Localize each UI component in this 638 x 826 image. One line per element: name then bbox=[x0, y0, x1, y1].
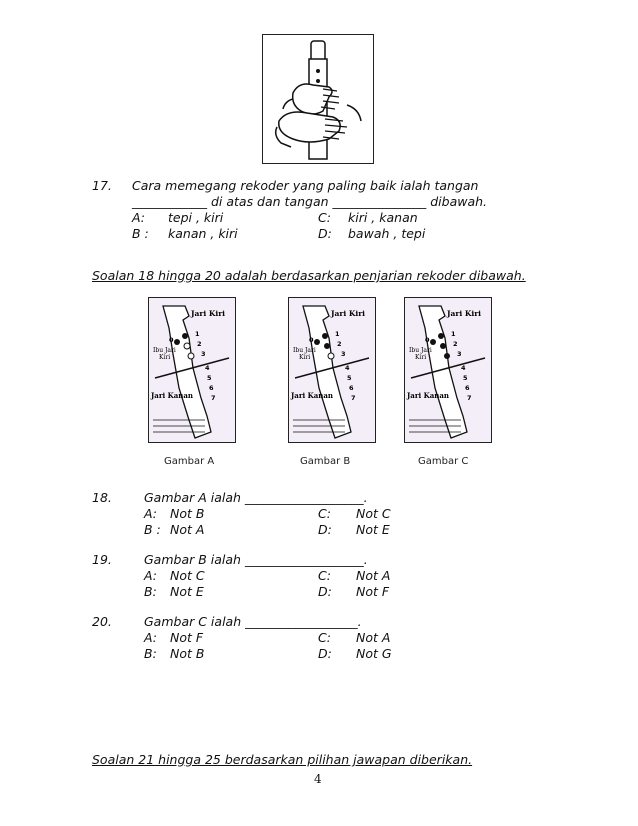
hole-3 bbox=[328, 353, 334, 359]
q20-option-key-b: B: bbox=[144, 646, 157, 661]
q20-option-text-b: Not B bbox=[170, 646, 205, 661]
q20-option-text-d: Not G bbox=[356, 646, 392, 661]
hole-2 bbox=[324, 343, 330, 349]
q18-option-key-b: B : bbox=[144, 522, 161, 537]
q19-option-text-d: Not F bbox=[356, 584, 390, 599]
label-jari-kanan: Jari Kanan bbox=[151, 391, 193, 400]
hole-0 bbox=[314, 339, 320, 345]
question-20-number: 20. bbox=[92, 614, 112, 629]
hole-0 bbox=[430, 339, 436, 345]
question-18-stem: Gambar A ialah ___________________. bbox=[144, 490, 368, 505]
q18-option-text-d: Not E bbox=[356, 522, 390, 537]
question-18-number: 18. bbox=[92, 490, 112, 505]
label-ibu-jari-line-2: Kiri bbox=[415, 354, 427, 361]
label-ibu-jari-line-1: Ibu Jari bbox=[293, 347, 316, 354]
q19-option-key-b: B: bbox=[144, 584, 157, 599]
hole-0 bbox=[174, 339, 180, 345]
question-20-stem: Gambar C ialah __________________. bbox=[144, 614, 362, 629]
question-17-line-2: ____________ di atas dan tangan _______________ dibawah. bbox=[132, 194, 488, 209]
label-ibu-jari-line-2: Kiri bbox=[299, 354, 311, 361]
page-number: 4 bbox=[314, 772, 322, 786]
hole-number-7: 7 bbox=[211, 394, 216, 402]
q17-option-key-a: A: bbox=[132, 210, 145, 225]
q17-option-key-c: C: bbox=[318, 210, 331, 225]
hole-number-5: 5 bbox=[463, 374, 468, 382]
hole-number-2: 2 bbox=[197, 340, 202, 348]
section-heading-21-25: Soalan 21 hingga 25 berdasarkan pilihan jawapan diberikan. bbox=[92, 752, 473, 767]
fingering-diagram-a bbox=[148, 297, 236, 443]
q19-option-key-d: D: bbox=[318, 584, 332, 599]
label-ibu-jari-line-2: Kiri bbox=[159, 354, 171, 361]
hole-number-0: 0 bbox=[169, 336, 174, 344]
question-17-number: 17. bbox=[92, 178, 112, 193]
section-heading-18-20: Soalan 18 hingga 20 adalah berdasarkan penjarian rekoder dibawah. bbox=[92, 268, 526, 283]
hole-number-3: 3 bbox=[341, 350, 346, 358]
q17-option-text-d: bawah , tepi bbox=[348, 226, 426, 241]
recorder-hands-illustration bbox=[262, 34, 374, 164]
caption-gambar-a: Gambar A bbox=[164, 456, 215, 467]
hole-1 bbox=[438, 333, 444, 339]
hole-number-2: 2 bbox=[337, 340, 342, 348]
hole-2 bbox=[184, 343, 190, 349]
label-jari-kiri: Jari Kiri bbox=[331, 309, 365, 318]
q20-option-text-c: Not A bbox=[356, 630, 391, 645]
q20-option-text-a: Not F bbox=[170, 630, 204, 645]
q18-option-key-d: D: bbox=[318, 522, 332, 537]
q19-option-text-c: Not A bbox=[356, 568, 391, 583]
hole-1 bbox=[322, 333, 328, 339]
hole-number-5: 5 bbox=[347, 374, 352, 382]
caption-gambar-c: Gambar C bbox=[418, 456, 469, 467]
question-17-line-1: Cara memegang rekoder yang paling baik ialah tangan bbox=[132, 178, 479, 193]
q19-option-key-c: C: bbox=[318, 568, 331, 583]
hole-number-3: 3 bbox=[201, 350, 206, 358]
q17-option-text-b: kanan , kiri bbox=[168, 226, 238, 241]
hole-1 bbox=[182, 333, 188, 339]
hole-number-0: 0 bbox=[309, 336, 314, 344]
q18-option-text-b: Not A bbox=[170, 522, 205, 537]
label-ibu-jari-line-1: Ibu Jari bbox=[153, 347, 176, 354]
hole-number-6: 6 bbox=[349, 384, 354, 392]
label-jari-kanan: Jari Kanan bbox=[291, 391, 333, 400]
question-19-number: 19. bbox=[92, 552, 112, 567]
hole-number-3: 3 bbox=[457, 350, 462, 358]
hole-number-1: 1 bbox=[195, 330, 200, 338]
hole-number-6: 6 bbox=[209, 384, 214, 392]
q20-option-key-c: C: bbox=[318, 630, 331, 645]
hole-number-4: 4 bbox=[461, 364, 466, 372]
hole-number-4: 4 bbox=[345, 364, 350, 372]
fingering-diagram-b bbox=[288, 297, 376, 443]
q19-option-key-a: A: bbox=[144, 568, 157, 583]
hole-number-6: 6 bbox=[465, 384, 470, 392]
hole-number-1: 1 bbox=[451, 330, 456, 338]
hole-2 bbox=[440, 343, 446, 349]
hole-3 bbox=[444, 353, 450, 359]
label-jari-kiri: Jari Kiri bbox=[191, 309, 225, 318]
hole-number-0: 0 bbox=[425, 336, 430, 344]
label-jari-kiri: Jari Kiri bbox=[447, 309, 481, 318]
q19-option-text-b: Not E bbox=[170, 584, 204, 599]
caption-gambar-b: Gambar B bbox=[300, 456, 351, 467]
q17-option-key-d: D: bbox=[318, 226, 332, 241]
hole-number-7: 7 bbox=[351, 394, 356, 402]
question-19-stem: Gambar B ialah ___________________. bbox=[144, 552, 368, 567]
q19-option-text-a: Not C bbox=[170, 568, 205, 583]
hole-number-1: 1 bbox=[335, 330, 340, 338]
label-ibu-jari-line-1: Ibu Jari bbox=[409, 347, 432, 354]
q17-option-text-c: kiri , kanan bbox=[348, 210, 418, 225]
q17-option-key-b: B : bbox=[132, 226, 149, 241]
q20-option-key-a: A: bbox=[144, 630, 157, 645]
q18-option-key-c: C: bbox=[318, 506, 331, 521]
q18-option-text-c: Not C bbox=[356, 506, 391, 521]
fingering-diagram-c bbox=[404, 297, 492, 443]
hole-number-7: 7 bbox=[467, 394, 472, 402]
hole-3 bbox=[188, 353, 194, 359]
hole-number-2: 2 bbox=[453, 340, 458, 348]
q17-option-text-a: tepi , kiri bbox=[168, 210, 224, 225]
q20-option-key-d: D: bbox=[318, 646, 332, 661]
label-jari-kanan: Jari Kanan bbox=[407, 391, 449, 400]
q18-option-text-a: Not B bbox=[170, 506, 205, 521]
hole-number-5: 5 bbox=[207, 374, 212, 382]
hole-number-4: 4 bbox=[205, 364, 210, 372]
q18-option-key-a: A: bbox=[144, 506, 157, 521]
